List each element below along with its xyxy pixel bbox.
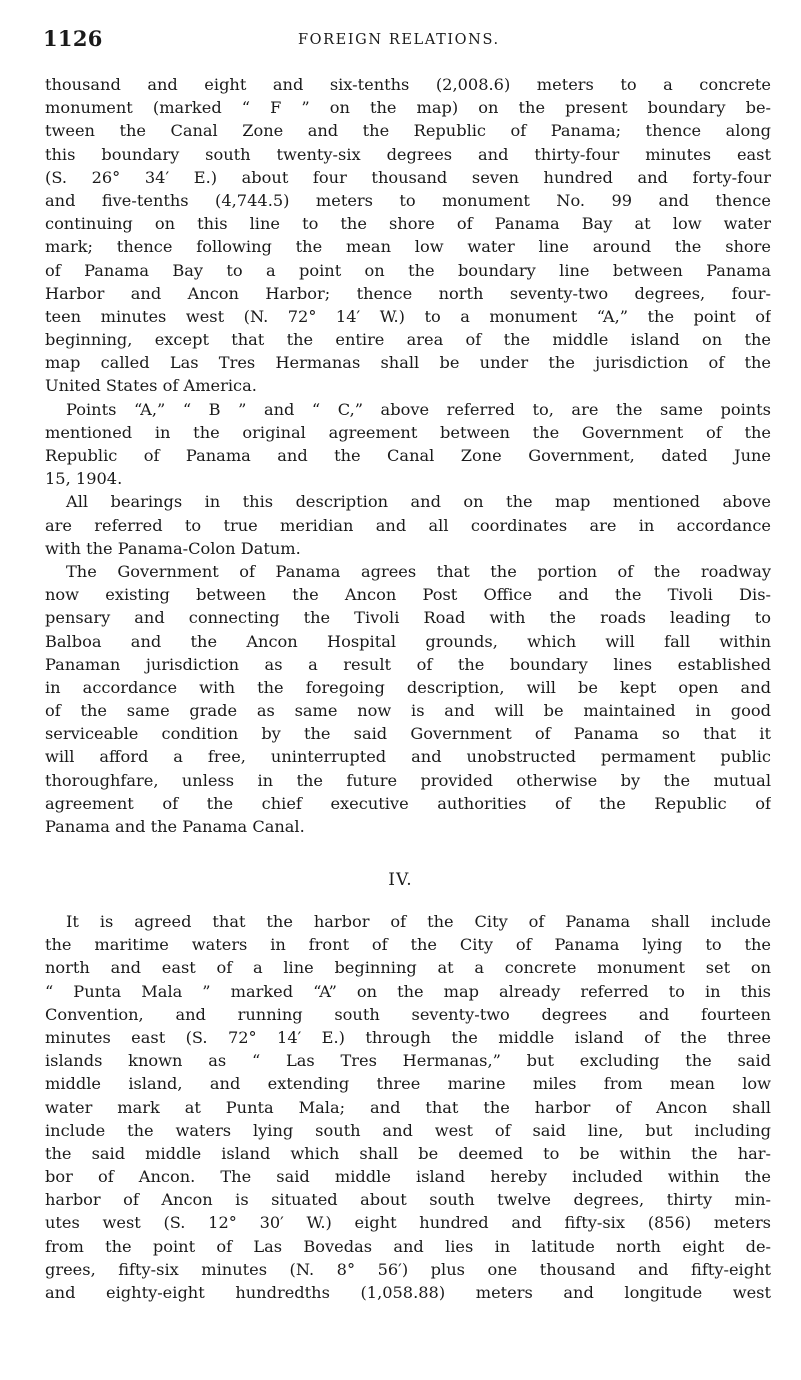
text-line: thoroughfare, unless in the future provided otherwise by the mutual	[45, 770, 771, 790]
text-line: Convention, and running south seventy-two degrees and fourteen	[45, 1004, 771, 1024]
paragraph-first-line: It is agreed that the harbor of the City of Panama shall include	[66, 912, 771, 931]
page-number: 1126	[43, 26, 103, 51]
text-line: serviceable condition by the said Government of Panama so that it	[45, 724, 771, 744]
paragraph-first-line: Points “A,” “ B ” and “ C,” above referred to, are the same points	[66, 399, 771, 419]
text-line: “ Punta Mala ” marked “A” on the map already referred to in this	[45, 981, 771, 1001]
text-line: are referred to true meridian and all coordinates are in accordance	[45, 515, 771, 535]
text-line: the said middle island which shall be deemed to be within the har-	[45, 1143, 771, 1163]
text-line: United States of America.	[45, 376, 257, 396]
text-line: the maritime waters in front of the City of Panama lying to the	[45, 935, 771, 955]
text-line: harbor of Ancon is situated about south twelve degrees, thirty min-	[45, 1190, 771, 1210]
text-line: Harbor and Ancon Harbor; thence north seventy-two degrees, four-	[45, 283, 771, 303]
running-head	[43, 26, 769, 54]
section-heading: IV.	[388, 870, 413, 890]
text-line: utes west (S. 12° 30′ W.) eight hundred and fifty-six (856) meters	[45, 1213, 771, 1233]
text-line: monument (marked “ F ” on the map) on the present boundary be-	[45, 98, 771, 118]
text-line: will afford a free, uninterrupted and unobstructed permament public	[45, 747, 771, 767]
text-line: map called Las Tres Hermanas shall be under the jurisdiction of the	[45, 353, 771, 373]
text-line: now existing between the Ancon Post Office and the Tivoli Dis-	[45, 585, 771, 605]
text-line: water mark at Punta Mala; and that the harbor of Ancon shall	[45, 1097, 771, 1117]
body-text-block-2	[45, 910, 771, 1304]
text-line: mentioned in the original agreement between the Government of the	[45, 422, 771, 442]
text-line: in accordance with the foregoing description, will be kept open and	[45, 677, 771, 697]
text-line: (S. 26° 34′ E.) about four thousand seven hundred and forty-four	[45, 167, 771, 187]
text-line: north and east of a line beginning at a concrete monument set on	[45, 958, 771, 978]
paragraph-first-line: The Government of Panama agrees that the portion of the roadway	[66, 561, 771, 581]
text-line: with the Panama-Colon Datum.	[45, 538, 301, 558]
text-line: of Panama Bay to a point on the boundary line between Panama	[45, 260, 771, 280]
text-line: and eighty-eight hundredths (1,058.88) meters and longitude west	[45, 1283, 771, 1302]
text-line: Republic of Panama and the Canal Zone Government, dated June	[45, 446, 771, 465]
text-line: this boundary south twenty-six degrees and thirty-four minutes east	[45, 144, 771, 164]
text-line: teen minutes west (N. 72° 14′ W.) to a monument “A,” the point of	[45, 306, 771, 326]
text-line: Panama and the Panama Canal.	[45, 817, 305, 836]
text-line: of the same grade as same now is and will be maintained in good	[45, 701, 771, 721]
text-line: 15, 1904.	[45, 469, 123, 489]
text-line: include the waters lying south and west of said line, but including	[45, 1120, 771, 1140]
text-line: continuing on this line to the shore of Panama Bay at low water	[45, 214, 771, 234]
text-line: bor of Ancon. The said middle island hereby included within the	[45, 1167, 771, 1187]
text-line: mark; thence following the mean low water line around the shore	[45, 237, 771, 257]
running-title: FOREIGN RELATIONS.	[298, 32, 500, 48]
text-line: and five-tenths (4,744.5) meters to monument No. 99 and thence	[45, 190, 771, 210]
paragraph-first-line: All bearings in this description and on the map mentioned above	[66, 492, 771, 512]
text-line: from the point of Las Bovedas and lies in latitude north eight de-	[45, 1236, 771, 1256]
body-text-block-1	[45, 73, 771, 838]
text-line: beginning, except that the entire area of the middle island on the	[45, 330, 771, 350]
text-line: agreement of the chief executive authorities of the Republic of	[45, 793, 771, 813]
text-line: Balboa and the Ancon Hospital grounds, which will fall within	[45, 631, 771, 651]
text-line: minutes east (S. 72° 14′ E.) through the middle island of the three	[45, 1027, 771, 1047]
text-line: pensary and connecting the Tivoli Road with the roads leading to	[45, 608, 771, 628]
text-line: Panaman jurisdiction as a result of the boundary lines established	[45, 654, 771, 674]
text-line: thousand and eight and six-tenths (2,008.6) meters to a concrete	[45, 75, 771, 94]
text-line: middle island, and extending three marine miles from mean low	[45, 1074, 771, 1094]
text-line: tween the Canal Zone and the Republic of Panama; thence along	[45, 121, 771, 141]
text-line: islands known as “ Las Tres Hermanas,” but excluding the said	[45, 1051, 771, 1071]
text-line: grees, fifty-six minutes (N. 8° 56′) plus one thousand and fifty-eight	[45, 1259, 771, 1279]
